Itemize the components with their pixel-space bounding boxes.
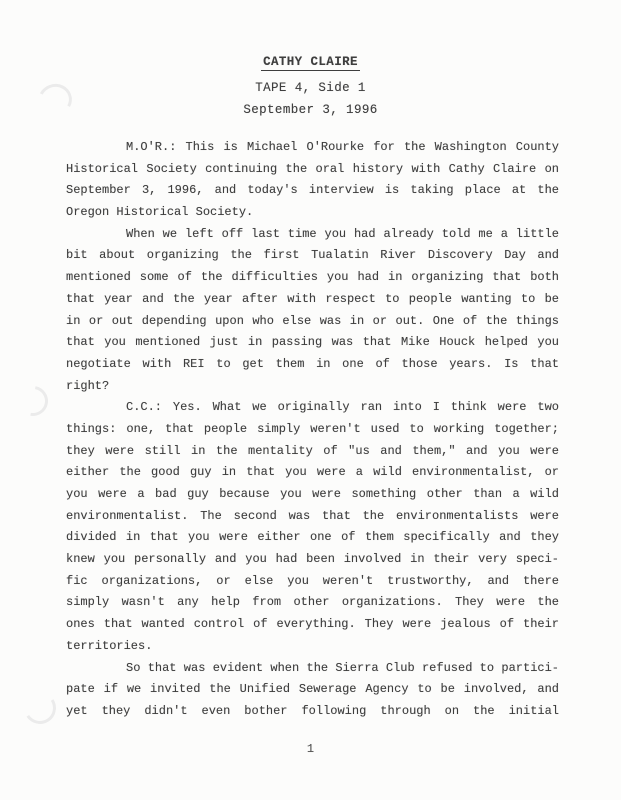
transcript-line: pate if we invited the Unified Sewerage Agency to be involved, and [66,682,559,697]
transcript-line: divided in that you were either one of them specifically and they [66,530,559,545]
transcript-line: When we left off last time you had already told me a little [126,226,559,241]
transcript-line: ones that wanted control of everything. They were jealous of their [66,617,559,632]
transcript-line: you were a bad guy because you were something other than a wild [66,487,559,501]
transcript-line: in or out depending upon who else was in or out. One of the things [66,313,559,328]
transcript-line: environmentalist. The second was that the environmentalists were [66,508,559,523]
transcript-line: negotiate with REI to get them in one of those years. Is that [66,356,559,371]
transcript-line: mentioned some of the difficulties you had in organizing that both [66,270,559,285]
transcript-line: bit about organizing the first Tualatin River Discovery Day and [66,248,559,263]
tape-label: TAPE 4, Side 1 [255,81,366,95]
transcript-line: things: one, that people simply weren't used to working together; [66,421,559,436]
transcript-line: Historical Society continuing the oral history with Cathy Claire on [66,161,559,176]
document-title-text: CATHY CLAIRE [263,55,358,69]
transcript-line: fic organizations, or else you weren't trustworthy, and there [66,573,559,588]
page-number: 1 [306,742,315,756]
session-date: September 3, 1996 [243,103,378,117]
binder-ring-mark-bottom [21,689,59,727]
transcript-line: that year and the year after with respect to people wanting to be [66,291,559,306]
transcript-line: yet they didn't even bother following through on the initial [66,703,559,718]
transcript-line: either the good guy in that you were a wild environmentalist, or [66,465,559,480]
transcript-body [66,137,559,723]
transcript-line: territories. [66,638,153,653]
transcript-line: Oregon Historical Society. [66,205,254,220]
transcript-line: they were still in the mentality of "us and them," and you were [66,443,559,458]
transcript-line: simply wasn't any help from other organizations. They were the [66,595,559,610]
binder-ring-mark-middle [12,380,54,422]
transcript-line: M.O'R.: This is Michael O'Rourke for the Washington County [126,140,559,154]
transcript-line: September 3, 1996, and today's interview is taking place at the [66,183,559,198]
transcript-line: C.C.: Yes. What we originally ran into I think were two [126,400,559,415]
transcript-line: right? [66,378,110,393]
transcript-line: that you mentioned just in passing was that Mike Houck helped you [66,335,559,350]
transcript-line: So that was evident when the Sierra Club refused to partici- [126,660,559,675]
document-title [0,55,621,69]
transcript-line: knew you personally and you had been involved in their very speci- [66,552,559,567]
